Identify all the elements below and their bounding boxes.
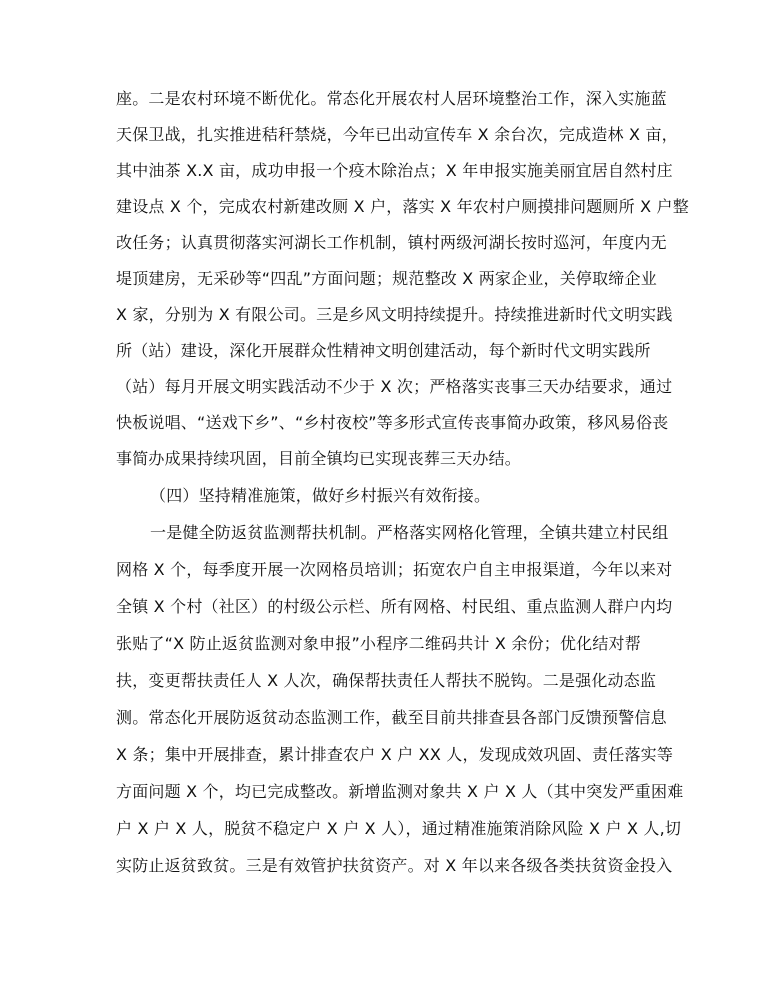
text-line: 改任务；认真贯彻落实河湖长工作机制，镇村两级河湖长按时巡河，年度内无 — [116, 233, 667, 252]
text-line: 堤顶建房，无采砂等“四乱”方面问题；规范整改 X 两家企业，关停取缔企业 — [116, 269, 657, 288]
text-line: 网格 X 个，每季度开展一次网格员培训；拓宽农户自主申报渠道，今年以来对 — [116, 560, 673, 579]
text-line: 实防止返贫致贫。三是有效管护扶贫资产。对 X 年以来各级各类扶贫资金投入 — [116, 856, 673, 875]
text-line: 全镇 X 个村（社区）的村级公示栏、所有网格、村民组、重点监测人群户内均 — [116, 597, 673, 616]
text-line: 一是健全防返贫监测帮扶机制。严格落实网格化管理，全镇共建立村民组 — [150, 523, 669, 542]
text-line: 张贴了“X 防止返贫监测对象申报”小程序二维码共计 X 余份；优化结对帮 — [116, 634, 641, 653]
text-line: 户 X 户 X 人，脱贫不稳定户 X 户 X 人），通过精准施策消除风险 X 户 X 人,切 — [116, 819, 682, 838]
section-heading: （四）坚持精准施策，做好乡村振兴有效衔接。 — [150, 486, 491, 505]
text-line: 其中油茶 X.X 亩，成功申报一个疫木除治点；X 年申报实施美丽宜居自然村庄 — [116, 161, 673, 180]
text-line: 所（站）建设，深化开展群众性精神文明创建活动，每个新时代文明实践所 — [116, 341, 651, 360]
text-line: 事简办成果持续巩固，目前全镇均已实现丧葬三天办结。 — [116, 449, 522, 468]
text-line: 方面问题 X 个，均已完成整改。新增监测对象共 X 户 X 人（其中突发严重困难 — [116, 782, 684, 801]
text-line: 建设点 X 个，完成农村新建改厕 X 户，落实 X 年农村户厕摸排问题厕所 X 户整 — [116, 197, 689, 216]
text-line: X 条；集中开展排查，累计排查农户 X 户 XX 人，发现成效巩固、责任落实等 — [116, 745, 674, 764]
text-line: 快板说唱、“送戏下乡”、“乡村夜校”等多形式宣传丧事简办政策，移风易俗丧 — [116, 413, 669, 432]
text-line: 座。二是农村环境不断优化。常态化开展农村人居环境整治工作，深入实施蓝 — [116, 89, 667, 108]
text-line: 测。常态化开展防返贫动态监测工作，截至目前共排查县各部门反馈预警信息 — [116, 708, 667, 727]
text-line: （站）每月开展文明实践活动不少于 X 次；严格落实丧事三天办结要求，通过 — [116, 377, 673, 396]
text-line: 天保卫战，扎实推进秸秆禁烧，今年已出动宣传车 X 余台次，完成造林 X 亩， — [116, 125, 678, 144]
text-line: 扶，变更帮扶责任人 X 人次，确保帮扶责任人帮扶不脱钩。二是强化动态监 — [116, 671, 657, 690]
text-line: X 家，分别为 X 有限公司。三是乡风文明持续提升。持续推进新时代文明实践 — [116, 305, 673, 324]
